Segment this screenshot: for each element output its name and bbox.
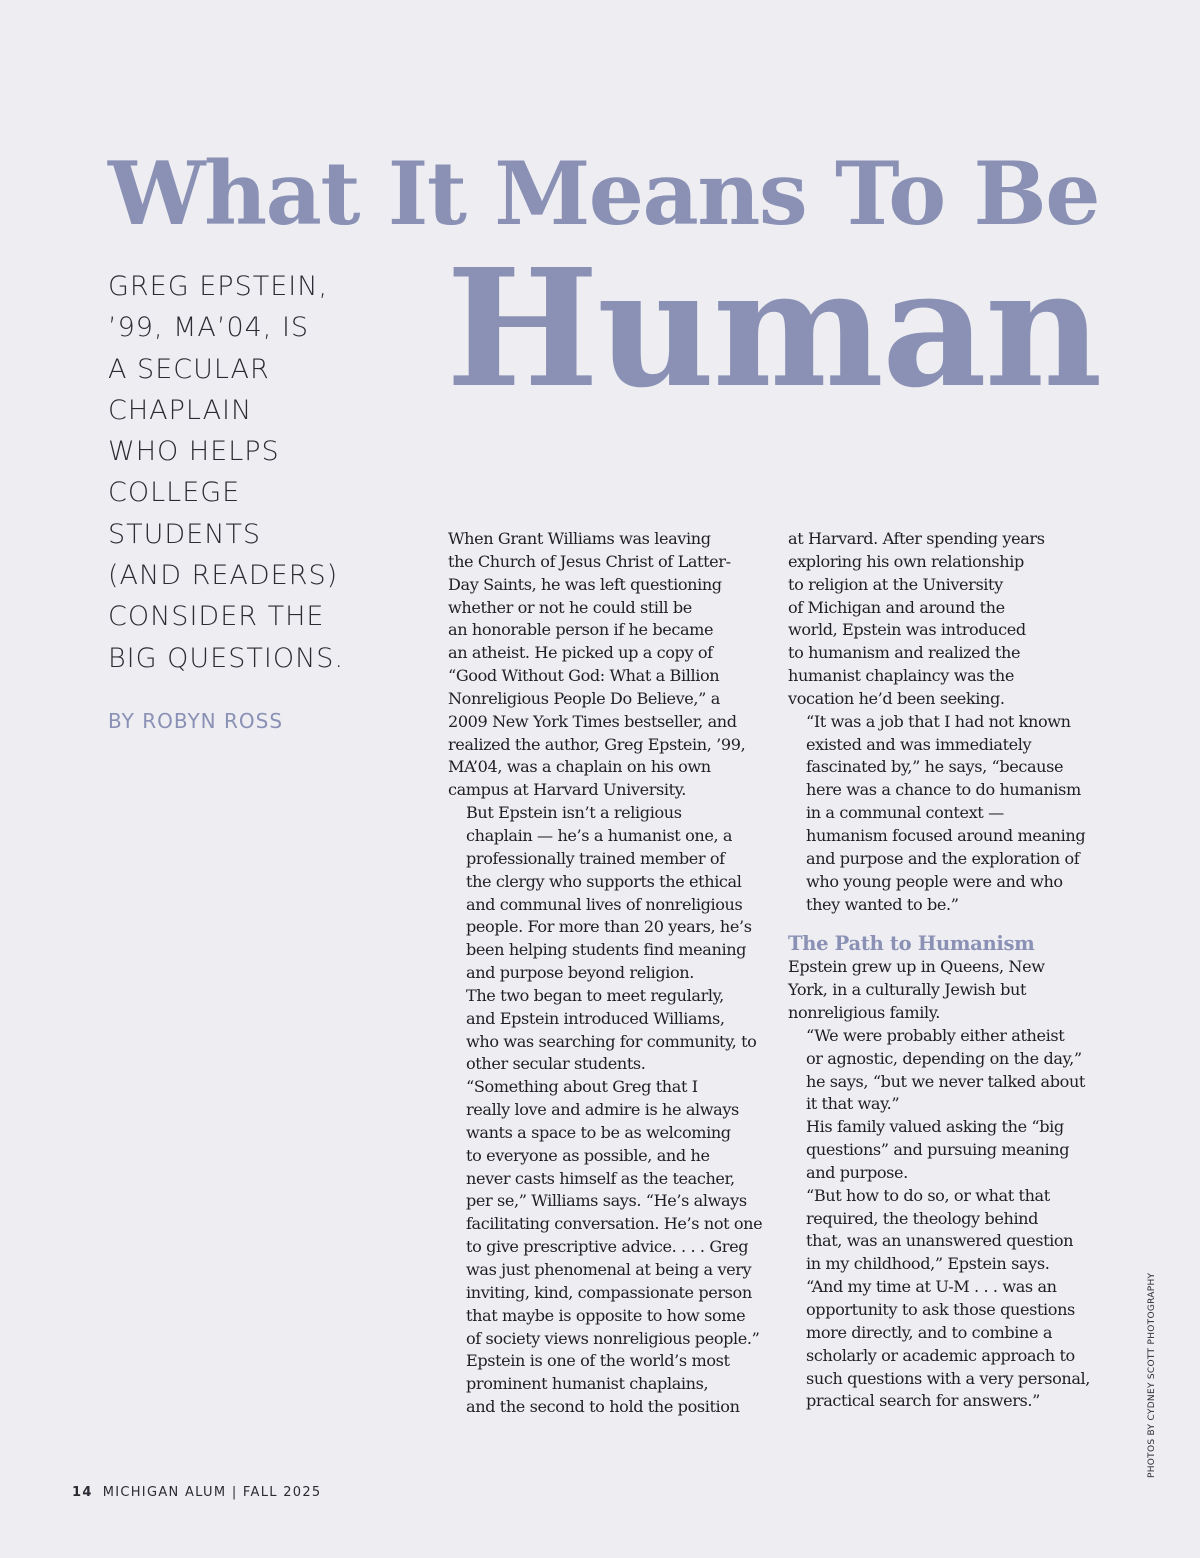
text-line: and communal lives of nonreligious [466,894,743,914]
text-line: of Michigan and around the [788,597,1005,617]
text-line: who was searching for community, to [466,1031,757,1051]
text-line: or agnostic, depending on the day,” [806,1048,1082,1068]
body-paragraph [788,528,1098,711]
text-line: to everyone as possible, and he [466,1145,710,1165]
text-line: scholarly or academic approach to [806,1345,1075,1365]
text-line: facilitating conversation. He’s not one [466,1214,763,1234]
text-line: vocation he’d been seeking. [788,688,1005,708]
text-line: York, in a culturally Jewish but [788,980,1027,1000]
text-line: in my childhood,” Epstein says. [806,1254,1050,1274]
text-line: 2009 New York Times bestseller, and [448,711,737,731]
text-line: “We were probably either atheist [806,1025,1065,1045]
text-line: “Good Without God: What a Billion [448,666,720,686]
byline: BY ROBYN ROSS [108,709,284,733]
text-line: at Harvard. After spending years [788,529,1045,548]
page-footer [72,1484,322,1502]
body-paragraph [788,711,1098,917]
body-column-2 [788,528,1098,1413]
text-line: prominent humanist chaplains, [466,1374,709,1394]
text-line: an honorable person if he became [448,620,714,640]
text-line: never casts himself as the teacher, [466,1168,735,1188]
text-line: he says, “but we never talked about [806,1071,1085,1091]
text-line: The two began to meet regularly, [466,985,724,1005]
text-line: whether or not he could still be [448,597,692,617]
text-line: realized the author, Greg Epstein, ’99, [448,734,746,754]
text-line: to humanism and realized the [788,643,1021,663]
text-line: that, was an unanswered question [806,1231,1074,1251]
text-line: they wanted to be.” [806,894,959,914]
text-line: Epstein grew up in Queens, New [788,957,1045,977]
text-line: here was a chance to do humanism [806,780,1081,800]
body-paragraph [448,1076,763,1350]
text-line: and purpose beyond religion. [466,963,694,983]
text-line: Epstein is one of the world’s most [466,1351,730,1371]
deck-line: CHAPLAIN [108,394,253,426]
text-line: been helping students find meaning [466,940,747,960]
body-paragraph [788,1025,1098,1116]
text-line: existed and was immediately [806,734,1032,754]
text-line: His family valued asking the “big [806,1117,1064,1137]
body-paragraph [788,1116,1098,1185]
text-line: to give prescriptive advice. . . . Greg [466,1237,749,1257]
text-line: humanist chaplaincy was the [788,666,1014,686]
text-line: opportunity to ask those questions [806,1300,1075,1319]
body-column-1 [448,528,763,1419]
text-line: But Epstein isn’t a religious [466,803,682,823]
text-line: to religion at the University [788,574,1003,594]
text-line: professionally trained member of [466,848,725,868]
text-line: such questions with a very personal, [806,1368,1091,1388]
text-line: “And my time at U-M . . . was an [806,1277,1057,1297]
text-line: the Church of Jesus Christ of Latter- [448,551,731,571]
text-line: practical search for answers.” [806,1391,1040,1411]
text-line: wants a space to be as welcoming [466,1122,731,1142]
body-paragraph [448,985,758,1076]
text-line: world, Epstein was introduced [788,620,1026,640]
text-line: was just phenomenal at being a very [466,1260,752,1279]
section-subhead: The Path to Humanism [788,932,1035,956]
text-line: required, the theology behind [806,1208,1039,1228]
text-line: “But how to do so, or what that [806,1185,1050,1205]
text-line: other secular students. [466,1054,646,1074]
body-paragraph [448,802,758,985]
column-2-intro [788,528,1098,916]
body-paragraph [448,1350,758,1419]
text-line: chaplain — he’s a humanist one, a [466,825,733,845]
photo-credit: PHOTOS BY CYDNEY SCOTT PHOTOGRAPHY [1147,1272,1157,1478]
headline-line-1: What It Means To Be [108,143,1099,245]
text-line: the clergy who supports the ethical [466,871,742,891]
text-line: When Grant Williams was leaving [448,529,711,548]
text-line: an atheist. He picked up a copy of [448,643,713,663]
text-line: who young people were and who [806,871,1063,891]
text-line: and the second to hold the position [466,1397,740,1417]
column-2-section [788,956,1098,1413]
deck-line: BIG QUESTIONS. [108,642,344,674]
text-line: campus at Harvard University. [448,780,686,800]
deck-line: COLLEGE [108,477,241,509]
text-line: Nonreligious People Do Believe,” a [448,688,720,708]
body-paragraph [448,528,758,802]
deck [108,266,408,679]
deck-line: ’99, MA’04, IS [108,312,310,344]
text-line: humanism focused around meaning [806,825,1086,845]
text-line: nonreligious family. [788,1003,940,1023]
text-line: questions” and pursuing meaning [806,1140,1070,1160]
deck-line: CONSIDER THE [108,601,325,633]
text-line: more directly, and to combine a [806,1322,1053,1342]
text-line: “Something about Greg that I [466,1077,698,1097]
text-line: really love and admire is he always [466,1100,739,1120]
text-line: and Epstein introduced Williams, [466,1008,725,1028]
text-line: MA’04, was a chaplain on his own [448,757,711,777]
text-line: per se,” Williams says. “He’s always [466,1191,747,1211]
publication-name: MICHIGAN ALUM | FALL 2025 [102,1485,322,1500]
deck-line: GREG EPSTEIN, [108,271,329,302]
headline-line-2: Human [446,234,1101,424]
text-line: of society views nonreligious people.” [466,1328,760,1348]
text-line: “It was a job that I had not known [806,711,1071,731]
text-line: Day Saints, he was left questioning [448,574,722,594]
text-line: fascinated by,” he says, “because [806,757,1064,777]
page-number: 14 [72,1485,93,1500]
text-line: people. For more than 20 years, he’s [466,917,752,937]
deck-line: STUDENTS [108,518,262,550]
body-paragraph [788,956,1098,1025]
text-line: it that way.” [806,1094,900,1114]
deck-line: WHO HELPS [108,436,280,468]
deck-line: A SECULAR [108,353,270,385]
text-line: exploring his own relationship [788,551,1024,571]
text-line: that maybe is opposite to how some [466,1305,746,1325]
body-paragraph [788,1185,1098,1413]
deck-line: (AND READERS) [108,560,339,592]
text-line: in a communal context — [806,803,1004,823]
text-line: and purpose. [806,1162,908,1182]
text-line: inviting, kind, compassionate person [466,1282,752,1302]
text-line: and purpose and the exploration of [806,848,1080,868]
